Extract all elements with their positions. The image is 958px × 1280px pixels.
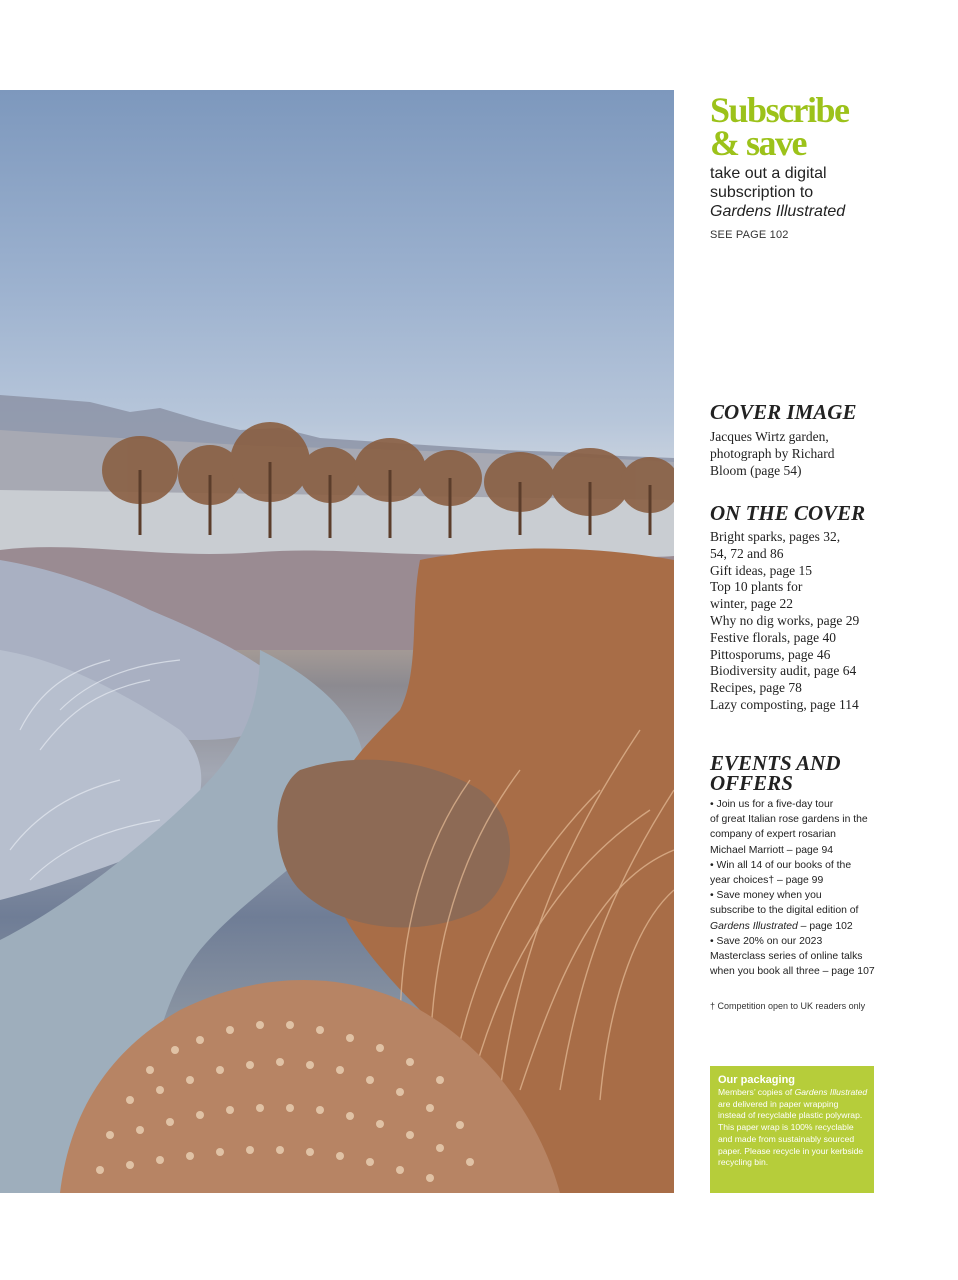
list-item: 54, 72 and 86 [710,545,784,561]
cover-credit-line: Bloom (page 54) [710,462,802,478]
events-line: • Save 20% on our 2023 [710,935,823,947]
list-item: winter, page 22 [710,596,794,612]
events-line: • Join us for a five-day tour [710,799,834,810]
events-line: year choices† – page 99 [710,875,824,887]
events-heading-line1: EVENTS AND [710,751,841,775]
magazine-name: Gardens Illustrated [710,203,846,220]
events-italic-title: Gardens Illustrated [710,920,798,932]
packaging-text-b: are delivered in paper wrapping instead of recyclable plastic polywrap. This paper wrap is 100% recyclable and made from sustainably sourced paper. Please recycle in your kerbside recycling bin. [718,1098,864,1168]
cover-photo [0,90,674,1193]
see-page-link[interactable]: SEE PAGE 102 [710,229,789,241]
events-line: • Win all 14 of our books of the [710,859,852,871]
competition-note: † Competition open to UK readers only [710,1001,866,1011]
list-item: Bright sparks, pages 32, [710,529,841,544]
list-item: Festive florals, page 40 [710,629,836,645]
packaging-title: Our packaging [718,1074,796,1086]
cover-image-credit [710,429,910,479]
cover-image-heading: COVER IMAGE [710,400,857,424]
events-italic-rest: – page 102 [797,920,853,932]
on-the-cover-list [710,529,910,714]
subscribe-text-line2: subscription to [710,184,814,201]
events-heading-line2: OFFERS [710,771,793,795]
list-item: Top 10 plants for [710,579,803,595]
events-list [710,797,925,979]
packaging-box [710,1066,874,1193]
on-the-cover-heading: ON THE COVER [710,501,866,525]
list-item: Why no dig works, page 29 [710,612,860,628]
subscribe-section [710,90,925,241]
packaging-text [718,1087,868,1169]
subscribe-text-line1: take out a digital [710,165,827,182]
cover-credit-line: Jacques Wirtz garden, [710,429,829,444]
on-the-cover-section [710,503,910,714]
list-item: Recipes, page 78 [710,680,802,696]
cover-credit-line: photograph by Richard [710,445,835,461]
events-line: company of expert rosarian [710,829,836,841]
events-line: • Save money when you [710,890,822,902]
packaging-text-italic: Gardens Illustrated [794,1087,868,1097]
events-line: when you book all three – page 107 [710,966,875,978]
list-item: Lazy composting, page 114 [710,696,859,712]
events-line: Michael Marriott – page 94 [710,844,834,856]
list-item: Biodiversity audit, page 64 [710,663,857,679]
packaging-text-a: Members’ copies of [718,1087,795,1097]
events-line: subscribe to the digital edition of [710,905,859,917]
cover-image-section [710,402,910,479]
events-offers-section [710,753,925,979]
list-item: Gift ideas, page 15 [710,562,812,578]
subscribe-title-line2: & save [710,123,806,163]
list-item: Pittosporums, page 46 [710,646,831,662]
events-line: Masterclass series of online talks [710,951,863,963]
subscribe-title [710,90,925,163]
events-line: of great Italian rose gardens in the [710,814,868,826]
events-heading [710,753,925,793]
frosty-garden-illustration [0,90,674,1193]
subscribe-title-line1: Subscribe [710,90,849,130]
subscribe-description [710,164,925,221]
events-line-italic [710,919,925,934]
